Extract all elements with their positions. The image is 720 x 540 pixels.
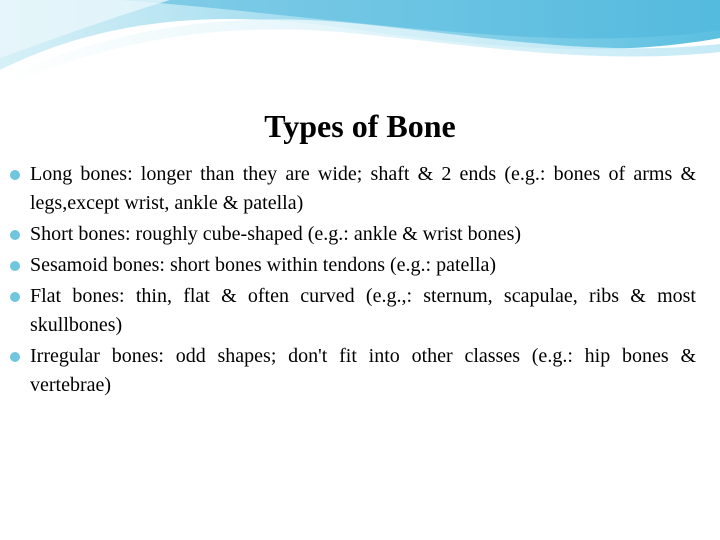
bullet-dot-icon (10, 352, 20, 362)
list-item (10, 160, 696, 218)
list-item (10, 251, 696, 280)
bullet-text: Flat bones: thin, flat & often curved (e.g.,: sternum, scapulae, ribs & most skullbones) (30, 285, 696, 336)
bullet-dot-icon (10, 261, 20, 271)
wave-header-decoration (0, 0, 720, 90)
bullet-dot-icon (10, 292, 20, 302)
list-item (10, 282, 696, 340)
bullet-text: Short bones: roughly cube-shaped (e.g.: ankle & wrist bones) (30, 223, 522, 245)
bullet-list (10, 160, 696, 402)
bullet-dot-icon (10, 170, 20, 180)
slide-title: Types of Bone (264, 108, 456, 144)
bullet-text: Irregular bones: odd shapes; don't fit into other classes (e.g.: hip bones & vertebrae) (30, 345, 696, 396)
bullet-text: Long bones: longer than they are wide; shaft & 2 ends (e.g.: bones of arms & legs,except wrist, ankle & patella) (30, 163, 696, 214)
bullet-dot-icon (10, 230, 20, 240)
list-item (10, 220, 696, 249)
bullet-text: Sesamoid bones: short bones within tendons (e.g.: patella) (30, 254, 497, 276)
list-item (10, 342, 696, 400)
